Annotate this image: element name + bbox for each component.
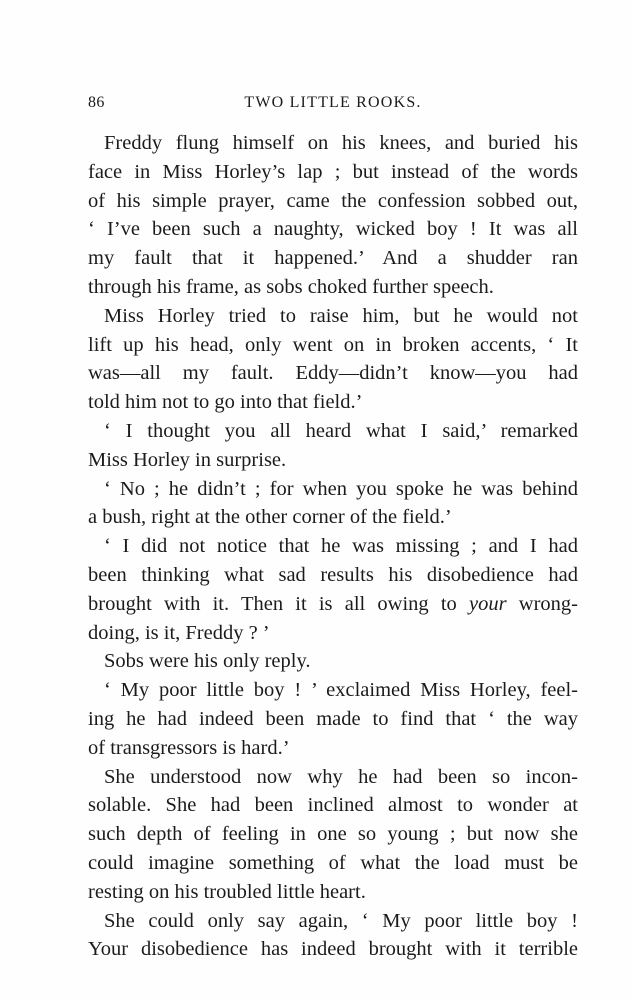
text-line: ‘ I’ve been such a naughty, wicked boy ! It was all <box>88 218 578 241</box>
text-line: ‘ I thought you all heard what I said,’ remarked <box>104 419 578 442</box>
text-line: such depth of feeling in one so young ; but now she <box>88 823 578 846</box>
text-line: told him not to go into that field.’ <box>88 391 363 414</box>
text-line: a bush, right at the other corner of the field.’ <box>88 506 452 529</box>
emphasis-word: your <box>469 592 507 615</box>
text-line: been thinking what sad results his disobedience had <box>88 563 578 586</box>
text-line-with-emphasis <box>88 590 578 619</box>
text-line: face in Miss Horley’s lap ; but instead of the words <box>88 160 578 183</box>
text-line: could imagine something of what the load must be <box>88 851 578 874</box>
text-line: solable. She had been inclined almost to wonder at <box>88 794 578 817</box>
text-line: Freddy flung himself on his knees, and buried his <box>104 132 578 154</box>
body-text <box>88 129 578 964</box>
text-line: resting on his troubled little heart. <box>88 880 366 903</box>
text-line: lift up his head, only went on in broken accents, ‘ It <box>88 333 578 356</box>
page-number: 86 <box>88 94 105 111</box>
text-line: ‘ My poor little boy ! ’ exclaimed Miss Horley, feel- <box>104 679 578 702</box>
text-line: of transgressors is hard.’ <box>88 736 290 759</box>
text-line: was—all my fault. Eddy—didn’t know—you had <box>88 362 578 385</box>
text-line: Miss Horley in surprise. <box>88 448 287 471</box>
running-title: TWO LITTLE ROOKS. <box>244 94 422 111</box>
text-segment: brought with it. Then it is all owing to <box>88 592 457 615</box>
text-line: She understood now why he had been so incon- <box>104 765 578 788</box>
text-line: of his simple prayer, came the confession sobbed out, <box>88 189 578 212</box>
text-segment: wrong- <box>518 592 579 615</box>
text-line: my fault that it happened.’ And a shudder ran <box>88 247 578 270</box>
text-line: Sobs were his only reply. <box>104 650 311 673</box>
text-line: through his frame, as sobs choked further speech. <box>88 275 494 298</box>
text-line: She could only say again, ‘ My poor little boy ! <box>104 909 578 932</box>
text-line: Miss Horley tried to raise him, but he would not <box>104 304 578 327</box>
text-line: ing he had indeed been made to find that ‘ the way <box>88 707 578 730</box>
text-line: doing, is it, Freddy ? ’ <box>88 621 270 644</box>
text-line: ‘ No ; he didn’t ; for when you spoke he was behind <box>104 477 578 500</box>
running-head <box>88 94 578 118</box>
text-line: Your disobedience has indeed brought with it terrible <box>88 938 578 961</box>
text-line: ‘ I did not notice that he was missing ; and I had <box>104 535 578 558</box>
